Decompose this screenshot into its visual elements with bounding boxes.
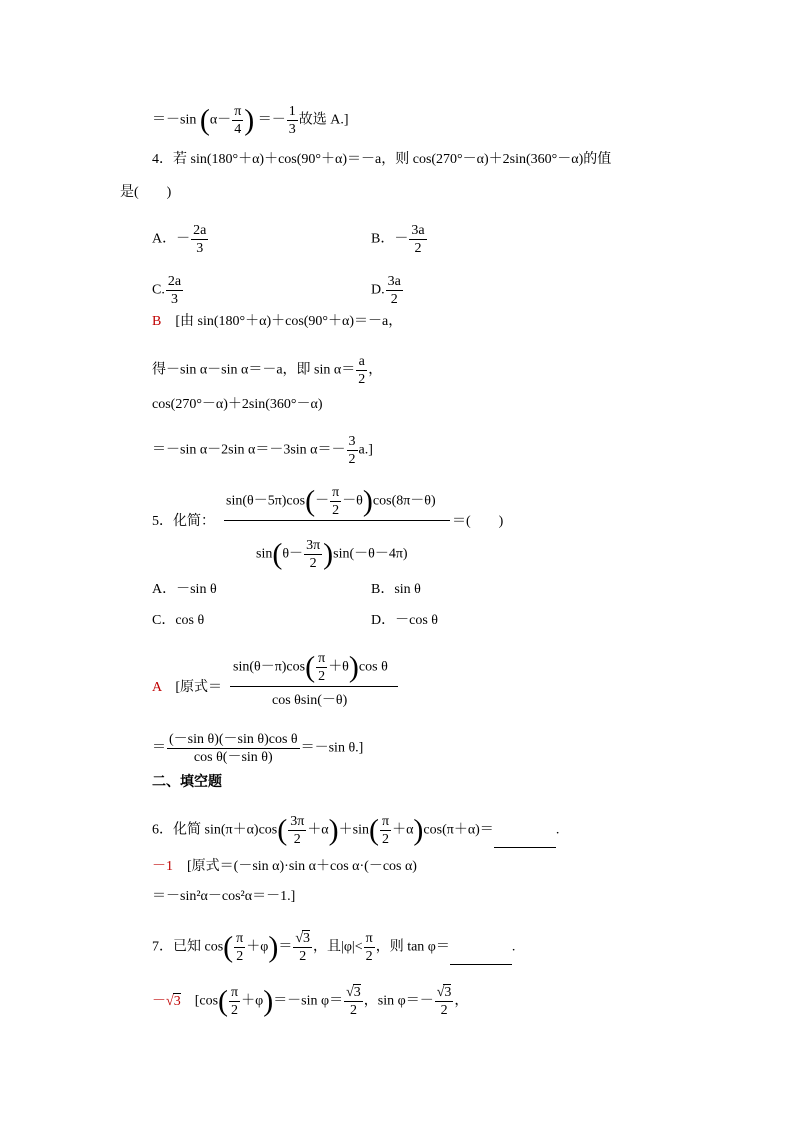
q5-solution-2: ＝ $\frac{\text{(－sin θ)(－sin θ)cos θ}}{\text{cos θ(－sin θ)}}$ ＝－sin θ.] (152, 732, 364, 765)
line-1 (152, 103, 349, 138)
paren-close: ) (244, 103, 255, 137)
q5-solution-bar (230, 686, 398, 687)
q5-solution-label: A [原式＝ (152, 680, 223, 695)
q5-option-a: A．－sin θ (152, 582, 217, 597)
text: 故选 A.] (298, 112, 349, 128)
text: ＝－ (257, 112, 286, 128)
q4-option-d: D. $\frac{3a}{2}$ (371, 274, 401, 307)
q5-label: 5．化简： (152, 514, 215, 529)
q5-tail: ＝( ) (452, 514, 504, 529)
q5-numerator: sin(θ－5π)cos(－ $\frac{\pi}{2}$ －θ)cos(8π－θ) (226, 484, 436, 518)
text: α－ (209, 112, 232, 128)
q5-denominator: sin(θ－ $\frac{3\pi}{2}$ )sin(－θ－4π) (256, 537, 408, 571)
q5-option-d: D．－cos θ (371, 613, 438, 628)
q4-option-a: A．－ $\frac{2a}{3}$ (152, 223, 207, 256)
q5-solution-numerator: sin(θ－π)cos( $\frac{\pi}{2}$ ＋θ)cos θ (233, 650, 388, 684)
q4-option-c: C. $\frac{2a}{3}$ (152, 274, 182, 307)
q5-fraction-bar (224, 520, 450, 521)
answer: －√3 (152, 993, 181, 1009)
answer-blank[interactable] (450, 950, 512, 965)
q4-solution-2: 得－sin α－sin α＝－a，即 sin α＝ $\frac{a}{2}$ ， (152, 354, 383, 387)
fraction: $\frac{\pi}{4}$ (234, 104, 242, 137)
q4-line-2: 是( ) (120, 185, 172, 200)
q5-solution-denominator: cos θsin(－θ) (272, 693, 348, 708)
fraction: $\frac{1}{3}$ (288, 104, 296, 137)
q6-question: 6．化简 sin(π＋α)cos( $\frac{3\pi}{2}$ ＋α)＋sin( $\frac{\pi}{2}$ ＋α)cos(π＋α)＝ . (152, 813, 560, 847)
q6-solution-1: －1 [原式＝(－sin α)·sin α＋cos α·(－cos α) (152, 859, 417, 874)
section-heading: 二、填空题 (152, 775, 222, 790)
answer: －1 (152, 859, 173, 874)
answer-blank[interactable] (494, 833, 556, 848)
answer: A (152, 680, 162, 695)
q4-solution-1: B [由 sin(180°＋α)＋cos(90°＋α)＝－a， (152, 314, 403, 329)
paren-open: ( (199, 103, 210, 137)
q4-solution-4: ＝－sin α－2sin α＝－3sin α＝－ $\frac{3}{2}$ a.] (152, 434, 373, 467)
answer: B (152, 314, 162, 329)
q6-solution-2: ＝－sin²α－cos²α＝－1.] (152, 889, 296, 904)
text: ＝－sin (152, 112, 197, 128)
q4-line-1: 4．若 sin(180°＋α)＋cos(90°＋α)＝－a，则 cos(270°－α)＋2sin(360°－α)的值 (152, 152, 612, 167)
q5-option-c: C．cos θ (152, 613, 205, 628)
q7-question: 7．已知 cos( $\frac{\pi}{2}$ ＋φ)＝ $\frac{√3}{2}$ ，且|φ|< $\frac{\pi}{2}$ ，则 tan φ＝ . (152, 930, 516, 964)
q7-solution: －√3 [cos( $\frac{\pi}{2}$ ＋φ)＝－sin φ＝ $\frac{√3}{2}$ ，sin φ＝－ $\frac{√3}{2}$ ， (152, 984, 469, 1018)
q4-option-b: B．－ $\frac{3a}{2}$ (371, 223, 425, 256)
q5-option-b: B．sin θ (371, 582, 421, 597)
q4-solution-3: cos(270°－α)＋2sin(360°－α) (152, 397, 323, 412)
